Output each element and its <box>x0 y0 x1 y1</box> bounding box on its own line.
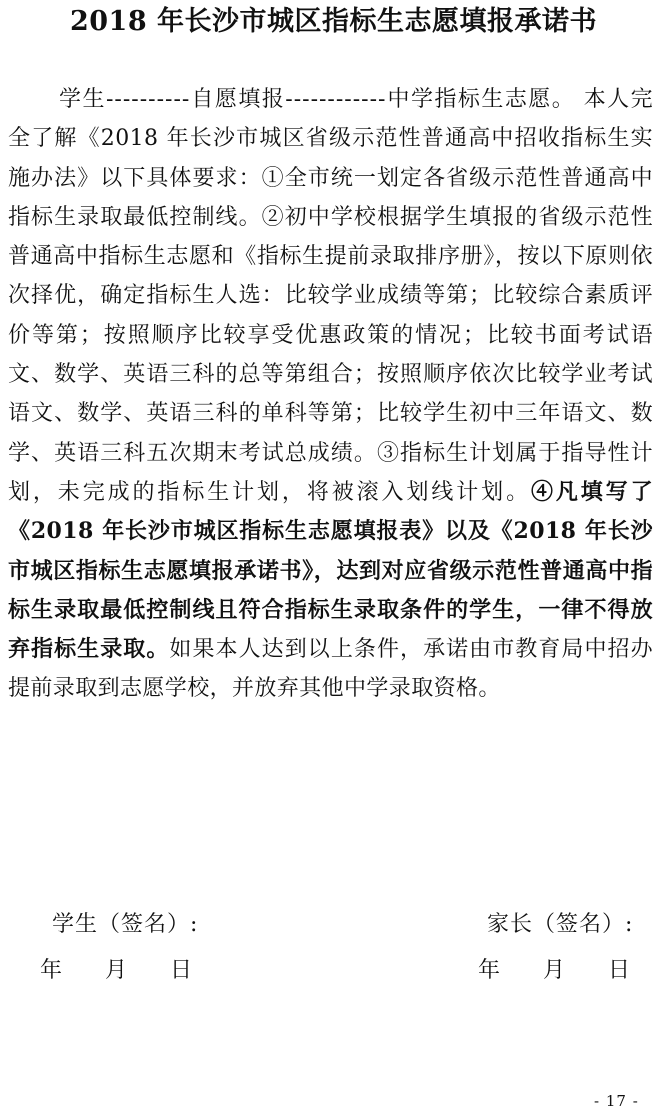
intro-school: 中学指标生志愿。 <box>386 87 576 112</box>
student-date-month: 月 <box>105 958 129 983</box>
parent-date-line <box>478 956 631 986</box>
document-title: 2018 年长沙市城区指标生志愿填报承诺书 <box>69 6 598 37</box>
parent-date-year: 年 <box>478 958 502 983</box>
student-date-day: 日 <box>170 958 194 983</box>
parent-date-day: 日 <box>608 958 632 983</box>
parent-date-month: 月 <box>543 958 567 983</box>
student-name-blank: ---------- <box>106 87 191 112</box>
parent-signature-label: 家长（签名）: <box>487 912 634 937</box>
bold-commitment-text: ④凡填写了《2018 年长沙市城区指标生志愿填报表》以及《2018 年长沙市城区指标生志愿填报承诺书》，达到对应省级示范性普通高中指标生录取最低控制线且符合指标生录取条件的学生，一律不得放弃指标生录取。 <box>8 478 653 663</box>
student-date-line <box>40 956 193 986</box>
student-signature-label: 学生（签名）: <box>52 912 199 937</box>
intro-student: 学生 <box>58 87 106 112</box>
requirements-text: 本人完全了解《2018 年长沙市城区省级示范性普通高中招收指标生实施办法》以下具体要求：①全市统一划定各省级示范性普通高中指标生录取最低控制线。②初中学校根据学生填报的省级示范性普通高中指标生志愿和《指标生提前录取排序册》，按以下原则依次择优，确定指标生人选：比较学业成绩等第；比较综合素质评价等第；按照顺序比较享受优惠政策的情况；比较书面考试语文、数学、英语三科的总等第组合；按照顺序依次比较学业考试语文、数学、英语三科的单科等第；比较学生初中三年语文、数学、英语三科五次期末考试总成绩。③指标生计划属于指导性计划，未完成的指标生计划，将被滚入划线计划。 <box>8 87 654 505</box>
commitment-paragraph <box>8 80 653 709</box>
school-name-blank: ------------ <box>285 87 387 112</box>
closing-commitment-text: 如果本人达到以上条件，承诺由市教育局中招办提前录取到志愿学校，并放弃其他中学录取资格。 <box>8 637 653 702</box>
page-number: - 17 - <box>594 1092 639 1110</box>
student-date-year: 年 <box>40 958 64 983</box>
intro-self-fill: 自愿填报 <box>190 87 286 112</box>
